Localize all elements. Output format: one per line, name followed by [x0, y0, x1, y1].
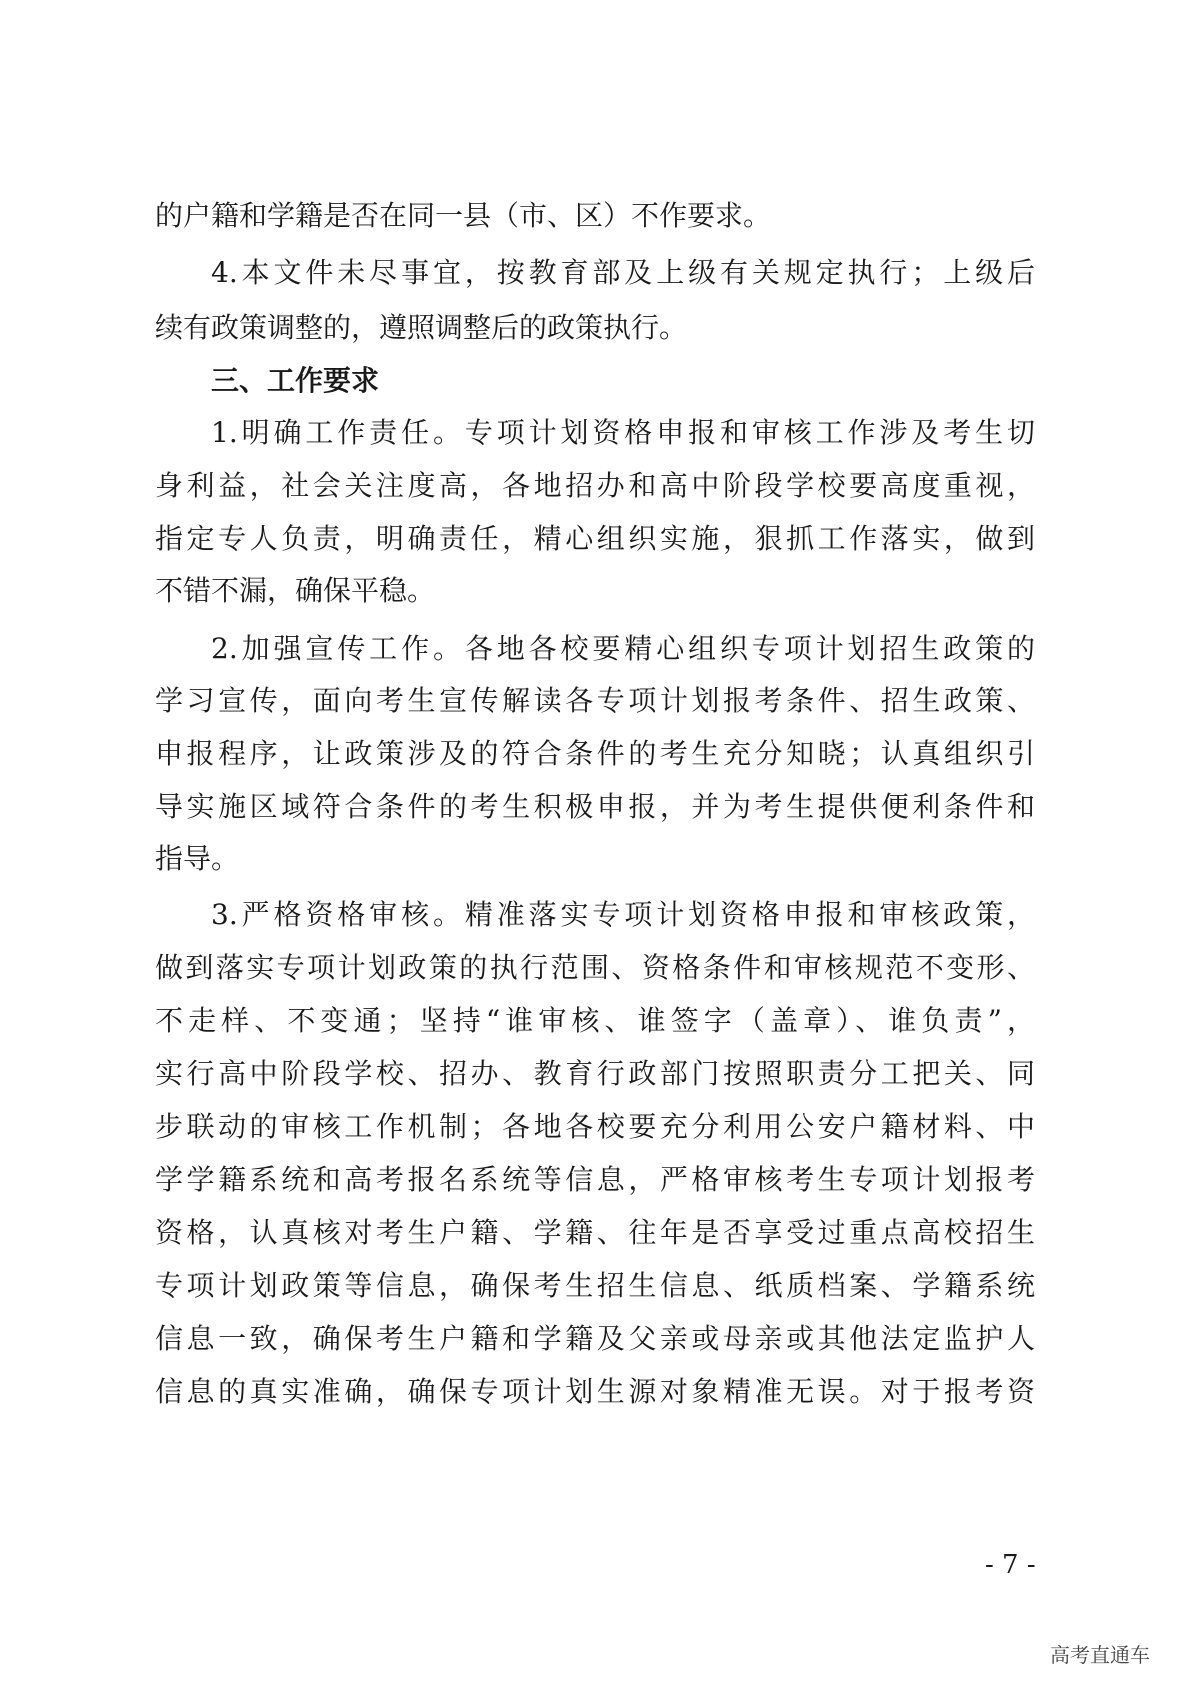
text-line: 不走样、不变通；坚持“谁审核、谁签字（盖章）、谁负责”，: [155, 1004, 1035, 1037]
text-line: 3.严格资格审核。精准落实专项计划资格申报和审核政策，: [211, 898, 1035, 931]
text-line: 1.明确工作责任。专项计划资格申报和审核工作涉及考生切: [211, 416, 1035, 449]
text-line: 身利益，社会关注度高，各地招办和高中阶段学校要高度重视，: [155, 469, 1035, 502]
text-line: 学学籍系统和高考报名系统等信息，严格审核考生专项计划报考: [155, 1163, 1035, 1196]
text-line: 资格，认真核对考生户籍、学籍、往年是否享受过重点高校招生: [155, 1216, 1035, 1249]
page-number: - 7 -: [985, 1550, 1036, 1580]
text-line: 2.加强宣传工作。各地各校要精心组织专项计划招生政策的: [211, 632, 1035, 665]
text-line: 专项计划政策等信息，确保考生招生信息、纸质档案、学籍系统: [155, 1269, 1035, 1302]
text-line: 学习宣传，面向考生宣传解读各专项计划报考条件、招生政策、: [155, 684, 1035, 717]
text-line: 做到落实专项计划政策的执行范围、资格条件和审核规范不变形、: [155, 951, 1035, 984]
text-line: 续有政策调整的，遵照调整后的政策执行。: [155, 311, 688, 344]
text-line: 信息一致，确保考生户籍和学籍及父亲或母亲或其他法定监护人: [155, 1322, 1035, 1355]
text-line: 4.本文件未尽事宜，按教育部及上级有关规定执行；上级后: [211, 256, 1035, 289]
text-line: 导实施区域符合条件的考生积极申报，并为考生提供便利条件和: [155, 790, 1035, 823]
text-line: 的户籍和学籍是否在同一县（市、区）不作要求。: [155, 199, 772, 232]
text-line: 不错不漏，确保平稳。: [155, 574, 436, 607]
text-line: 申报程序，让政策涉及的符合条件的考生充分知晓；认真组织引: [155, 737, 1035, 770]
watermark: 高考直通车: [1050, 1643, 1150, 1667]
text-line: 指导。: [155, 842, 240, 875]
text-line: 信息的真实准确，确保专项计划生源对象精准无误。对于报考资: [155, 1375, 1035, 1408]
text-line: 步联动的审核工作机制；各地各校要充分利用公安户籍材料、中: [155, 1110, 1035, 1143]
text-line: 指定专人负责，明确责任，精心组织实施，狠抓工作落实，做到: [155, 522, 1035, 555]
text-line: 实行高中阶段学校、招办、教育行政部门按照职责分工把关、同: [155, 1057, 1035, 1090]
section-heading: 三、工作要求: [211, 364, 380, 397]
